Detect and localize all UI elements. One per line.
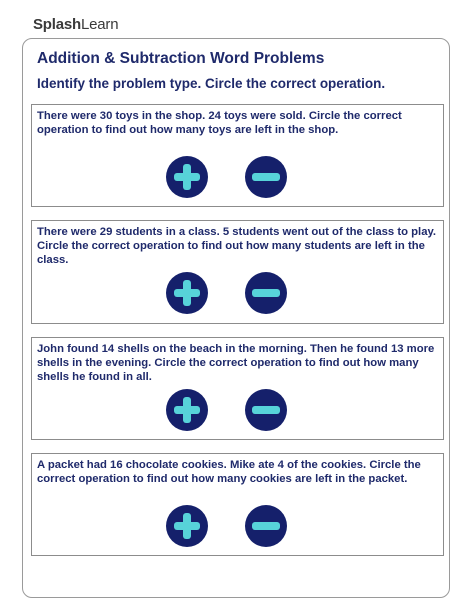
plus-vertical-bar <box>183 164 191 190</box>
problem-text-1: There were 30 toys in the shop. 24 toys were sold. Circle the correct operation to find out how many toys are left in the shop. <box>37 110 402 136</box>
plus-vertical-bar <box>183 513 191 539</box>
problem-text-4: A packet had 16 chocolate cookies. Mike ate 4 of the cookies. Circle the correct operation to find out how many cookies are left in the packet. <box>37 459 421 485</box>
splashlearn-logo <box>33 16 118 33</box>
plus-icon[interactable] <box>166 389 208 431</box>
problem-card-4 <box>31 453 444 556</box>
minus-bar <box>252 289 280 297</box>
problem-text-3: John found 14 shells on the beach in the morning. Then he found 13 more shells in the evening. Circle the correct operation to find out how many shells he found in all. <box>37 343 435 383</box>
plus-icon[interactable] <box>166 156 208 198</box>
plus-icon[interactable] <box>166 505 208 547</box>
minus-bar <box>252 406 280 414</box>
problem-card-2 <box>31 220 444 324</box>
plus-vertical-bar <box>183 397 191 423</box>
minus-icon[interactable] <box>245 272 287 314</box>
problem-card-3 <box>31 337 444 440</box>
plus-icon[interactable] <box>166 272 208 314</box>
logo-light: Learn <box>80 16 119 33</box>
minus-icon[interactable] <box>245 156 287 198</box>
plus-vertical-bar <box>183 280 191 306</box>
minus-icon[interactable] <box>245 505 287 547</box>
logo-bold: Splash <box>33 16 81 33</box>
worksheet-instructions: Identify the problem type. Circle the correct operation. <box>37 76 386 91</box>
minus-icon[interactable] <box>245 389 287 431</box>
minus-bar <box>252 522 280 530</box>
problem-card-1 <box>31 104 444 207</box>
worksheet-title: Addition & Subtraction Word Problems <box>37 50 325 67</box>
problem-text-2: There were 29 students in a class. 5 students went out of the class to play. Circle the correct operation to find out how many students are left in the class. <box>37 226 437 266</box>
minus-bar <box>252 173 280 181</box>
